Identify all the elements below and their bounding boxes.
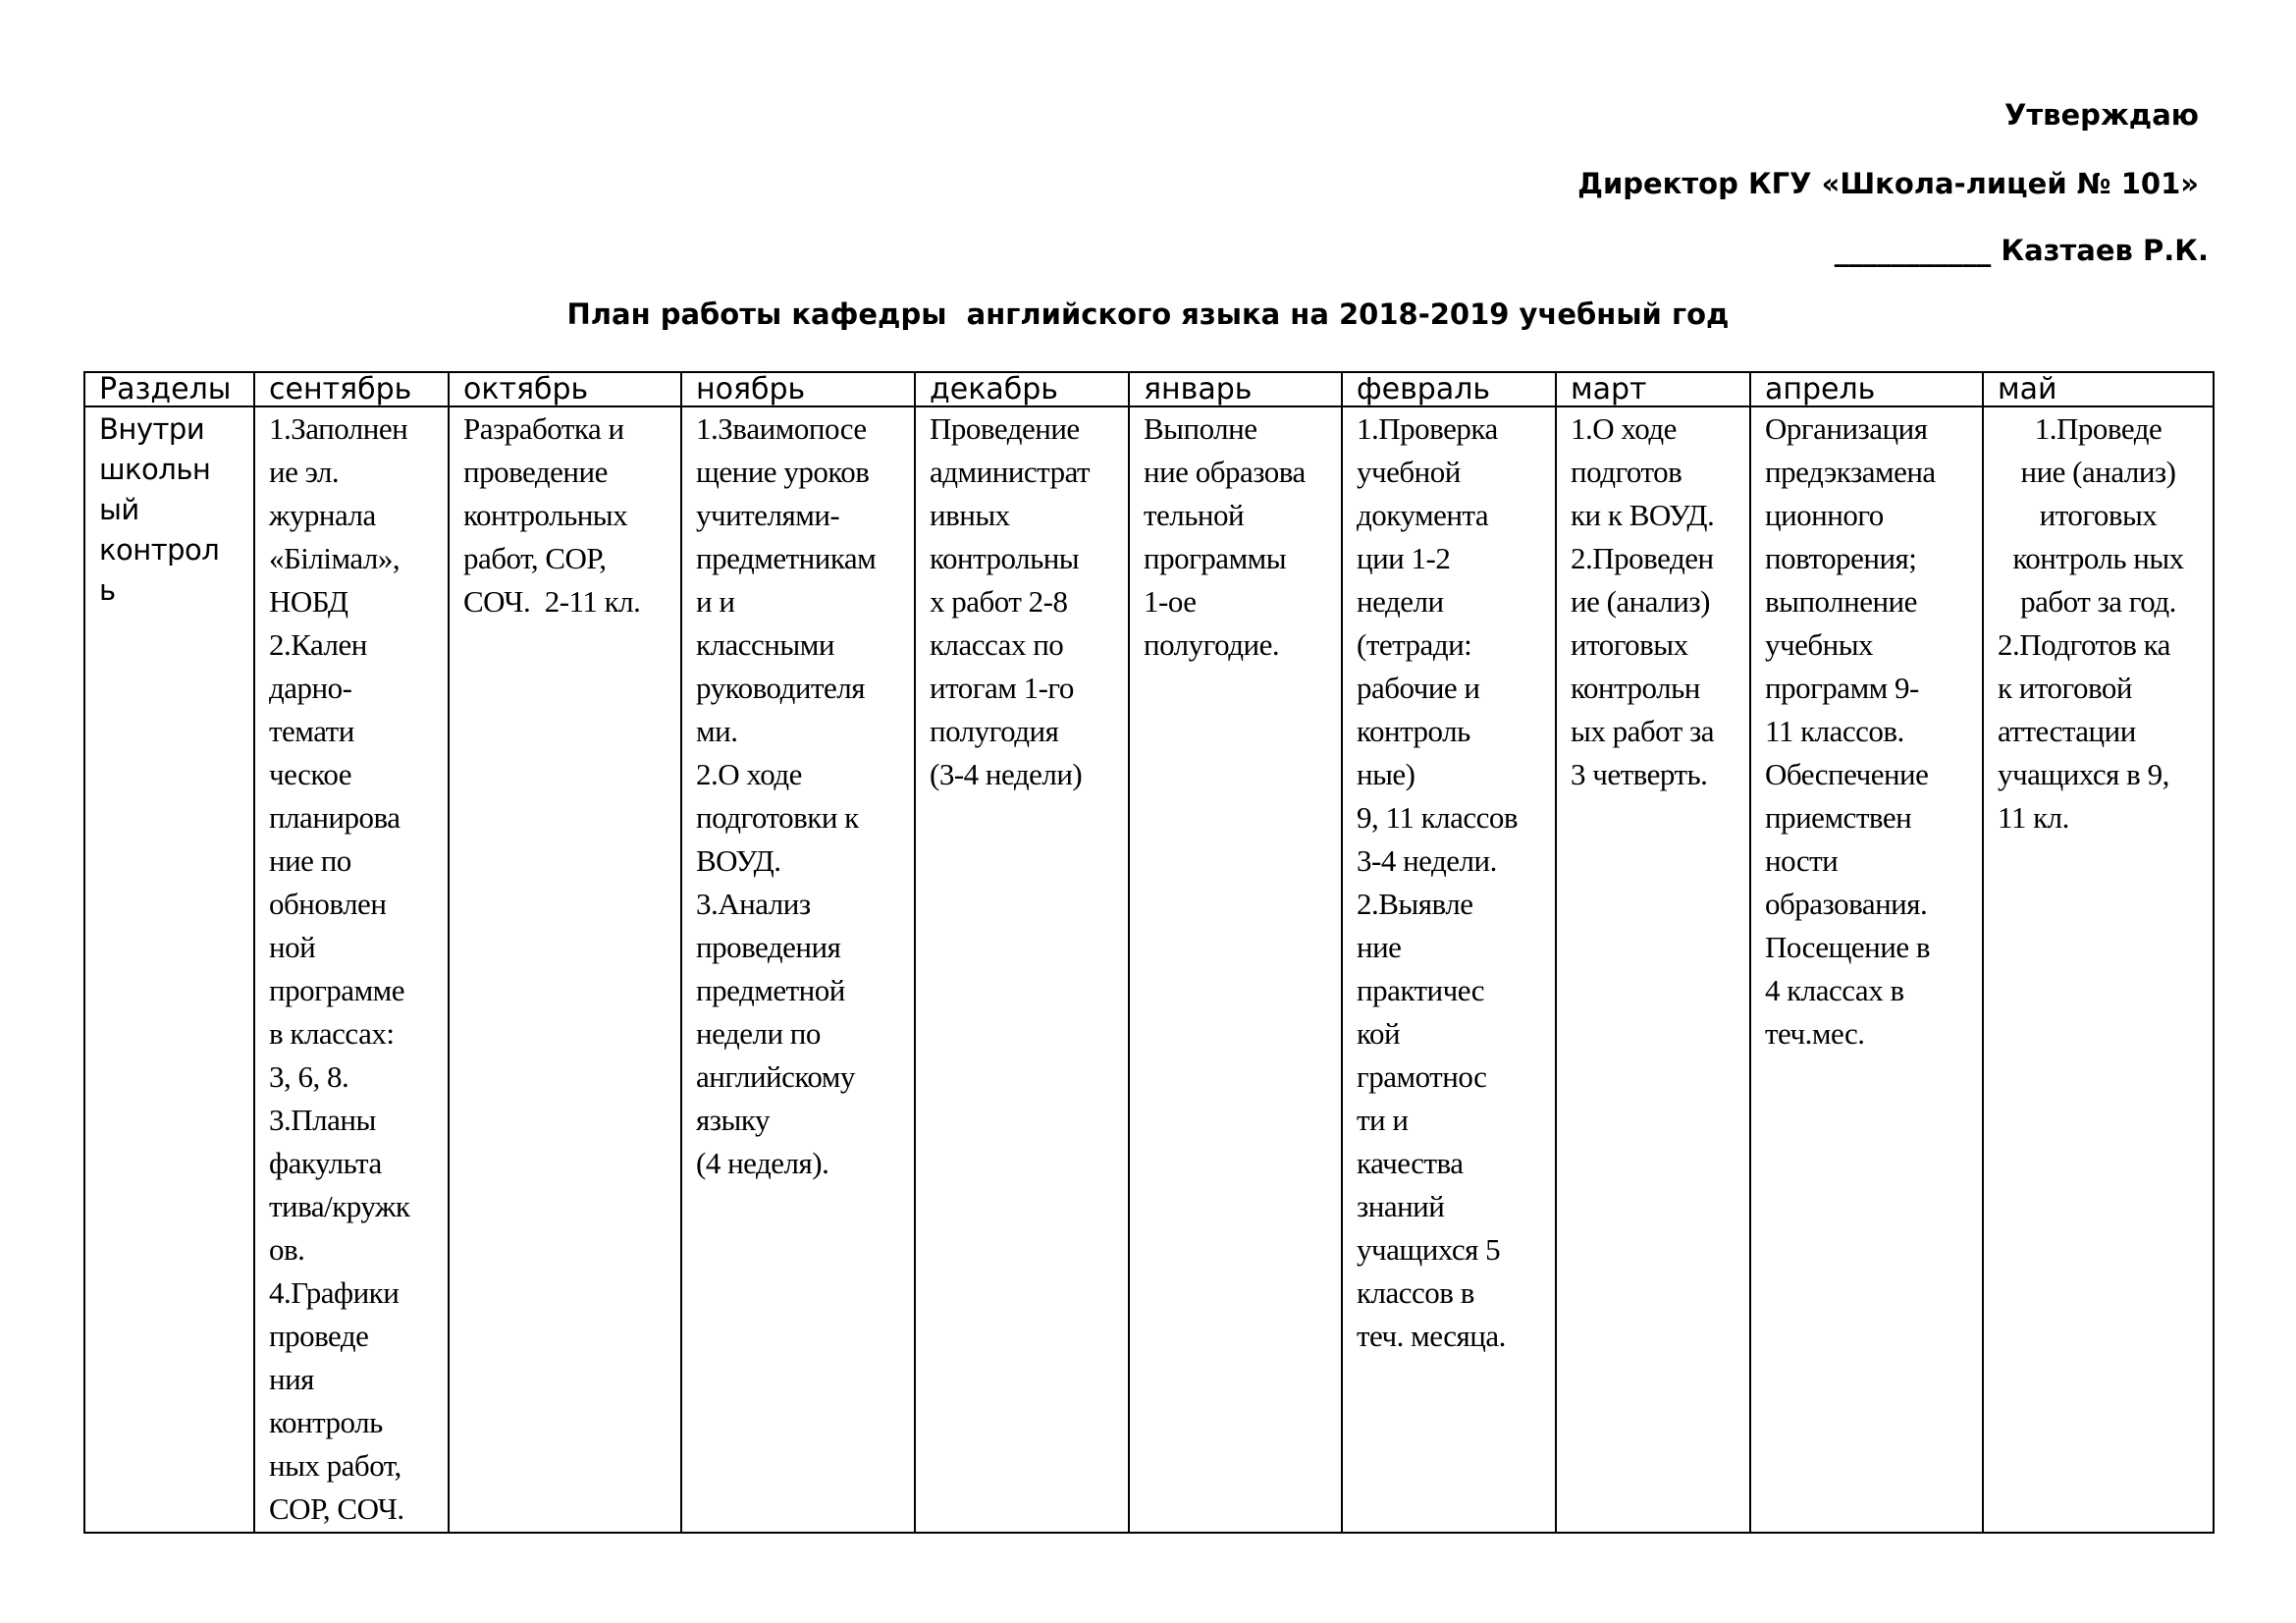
table-header-row (84, 372, 2214, 406)
cell-april (1750, 406, 1983, 1533)
approval-signature: ___________ Казтаев Р.К. (1834, 234, 2209, 267)
may-text-part1: 1.Проведе ние (анализ) итоговых контроль ных работ за год. (2012, 411, 2184, 619)
december-text: Проведение администрат ивных контрольны х работ 2-8 классах по итогам 1-го полугодия (3-4 недели) (930, 411, 1091, 791)
header-february: февраль (1342, 372, 1556, 406)
cell-may (1983, 406, 2214, 1533)
cell-february (1342, 406, 1556, 1533)
january-text: Выполне ние образова тельной программы 1-ое полугодие. (1144, 411, 1306, 662)
header-may: май (1983, 372, 2214, 406)
header-january: январь (1129, 372, 1342, 406)
april-text: Организация предэкзамена ционного повторения; выполнение учебных программ 9- 11 классов. Обеспечение приемствен ности образования. Посещение в 4 классах в теч.мес. (1765, 411, 1936, 1051)
cell-december (915, 406, 1129, 1533)
cell-march (1556, 406, 1750, 1533)
cell-section (84, 406, 254, 1533)
document-title: План работы кафедры английского языка на 2018-2019 учебный год (566, 298, 1730, 331)
approval-director: Директор КГУ «Школа-лицей № 101» (1577, 167, 2199, 200)
work-plan-table (83, 371, 2215, 1534)
november-text: 1.Звaимопосе щение уроков учителями- предметникам и и классными руководителя ми. 2.О ходе подготовки к ВОУД. 3.Анализ проведения предметной недели по английскому языку (4 неделя). (696, 411, 877, 1180)
header-september: сентябрь (254, 372, 449, 406)
may-text-part2: 2.Подготов ка к итоговой аттестации учащихся в 9, 11 кл. (1998, 627, 2170, 835)
march-text: 1.О ходе подготов ки к ВОУД. 2.Проведен ие (анализ) итоговых контрольн ых работ за 3 четверть. (1571, 411, 1715, 791)
header-december: декабрь (915, 372, 1129, 406)
header-sections: Разделы (84, 372, 254, 406)
cell-october (449, 406, 681, 1533)
section-text: Внутри школьн ый контрол ь (99, 412, 220, 607)
cell-september (254, 406, 449, 1533)
header-april: апрель (1750, 372, 1983, 406)
february-text: 1.Проверка учебной документа ции 1-2 недели (тетради: рабочие и контроль ные) 9, 11 классов 3-4 недели. 2.Выявле ние практичес кой грамотнос ти и качества знаний учащихся 5 классов в теч. месяца. (1357, 411, 1519, 1353)
header-november: ноябрь (681, 372, 915, 406)
september-text: 1.Заполнен ие эл. журнала «Білімал», НОБД 2.Кален дарно- темати ческое планирова ние по обновлен ной программе в классах: 3, 6, 8. 3.Планы факульта тива/кружк ов. 4.Графики проведе ния контроль ных работ, СОР, СОЧ. (269, 411, 410, 1526)
header-october: октябрь (449, 372, 681, 406)
cell-november (681, 406, 915, 1533)
october-text: Разработка и проведение контрольных работ, СОР, СОЧ. 2-11 кл. (463, 411, 641, 619)
table-row (84, 406, 2214, 1533)
approval-line: Утверждаю (2004, 98, 2199, 132)
header-march: март (1556, 372, 1750, 406)
cell-january (1129, 406, 1342, 1533)
